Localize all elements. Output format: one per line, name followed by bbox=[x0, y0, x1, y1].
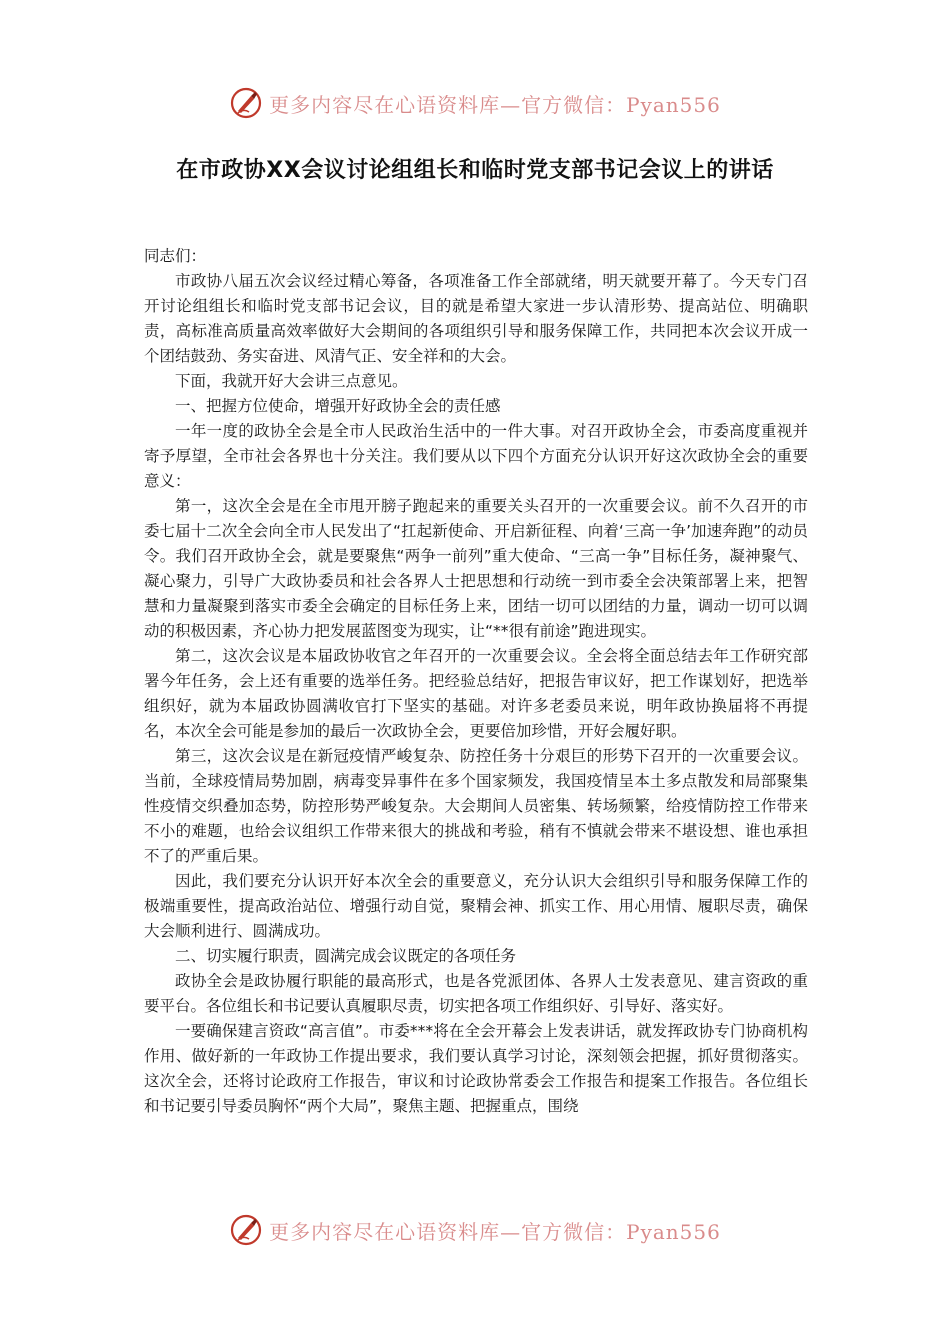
paragraph-3: 一年一度的政协全会是全市人民政治生活中的一件大事。对召开政协全会，市委高度重视并寄予厚望，全市社会各界也十分关注。我们要从以下四个方面充分认识开好这次政协全会的重要意义： bbox=[144, 422, 808, 490]
salutation: 同志们： bbox=[144, 247, 207, 265]
paragraph-6: 第三，这次会议是在新冠疫情严峻复杂、防控任务十分艰巨的形势下召开的一次重要会议。当前，全球疫情局势加剧，病毒变异事件在多个国家频发，我国疫情呈本土多点散发和局部聚集性疫情交织叠加态势，防控形势严峻复杂。大会期间人员密集、转场频繁，给疫情防控工作带来不小的难题，也给会议组织工作带来很大的挑战和考验，稍有不慎就会带来不堪设想、谁也承担不了的严重后果。 bbox=[144, 747, 808, 865]
paragraph-7: 因此，我们要充分认识开好本次全会的重要意义，充分认识大会组织引导和服务保障工作的极端重要性，提高政治站位、增强行动自觉，聚精会神、抓实工作、用心用情、履职尽责，确保大会顺利进行、圆满成功。 bbox=[144, 872, 808, 940]
paragraph-5: 第二，这次会议是本届政协收官之年召开的一次重要会议。全会将全面总结去年工作研究部署今年任务，会上还有重要的选举任务。把经验总结好，把报告审议好，把工作谋划好，把选举组织好，就为本届政协圆满收官打下坚实的基础。对许多老委员来说，明年政协换届将不再提名，本次全会可能是参加的最后一次政协全会，更要倍加珍惜，开好会履好职。 bbox=[144, 647, 808, 740]
page-title: 在市政协XX会议讨论组组长和临时党支部书记会议上的讲话 bbox=[176, 158, 774, 183]
header-watermark-banner bbox=[0, 83, 950, 123]
section-heading-1: 一、把握方位使命，增强开好政协全会的责任感 bbox=[175, 397, 501, 415]
section-heading-2: 二、切实履行职责，圆满完成会议既定的各项任务 bbox=[175, 947, 517, 965]
paragraph-8: 政协全会是政协履行职能的最高形式，也是各党派团体、各界人士发表意见、建言资政的重要平台。各位组长和书记要认真履职尽责，切实把各项工作组织好、引导好、落实好。 bbox=[144, 972, 808, 1015]
paragraph-1: 市政协八届五次会议经过精心筹备，各项准备工作全部就绪，明天就要开幕了。今天专门召开讨论组组长和临时党支部书记会议，目的就是希望大家进一步认清形势、提高站位、明确职责，高标准高质量高效率做好大会期间的各项组织引导和服务保障工作，共同把本次会议开成一个团结鼓劲、务实奋进、风清气正、安全祥和的大会。 bbox=[144, 272, 808, 365]
watermark-text: 更多内容尽在心语资料库—官方微信：Pyan556 bbox=[269, 92, 721, 117]
document-body bbox=[144, 244, 808, 1119]
paragraph-2: 下面，我就开好大会讲三点意见。 bbox=[175, 372, 408, 390]
watermark-text: 更多内容尽在心语资料库—官方微信：Pyan556 bbox=[269, 1219, 721, 1244]
paragraph-9: 一要确保建言资政“高言值”。市委***将在全会开幕会上发表讲话，就发挥政协专门协商机构作用、做好新的一年政协工作提出要求，我们要认真学习讨论，深刻领会把握，抓好贯彻落实。这次全会，还将讨论政府工作报告，审议和讨论政协常委会工作报告和提案工作报告。各位组长和书记要引导委员胸怀“两个大局”，聚焦主题、把握重点，围绕 bbox=[144, 1022, 808, 1115]
paragraph-4: 第一，这次全会是在全市甩开膀子跑起来的重要关头召开的一次重要会议。前不久召开的市委七届十二次全会向全市人民发出了“扛起新使命、开启新征程、向着‘三高一争’加速奔跑”的动员令。我们召开政协全会，就是要聚焦“两争一前列”重大使命、“三高一争”目标任务，凝神聚气、凝心聚力，引导广大政协委员和社会各界人士把思想和行动统一到市委全会决策部署上来，把智慧和力量凝聚到落实市委全会确定的目标任务上来，团结一切可以团结的力量，调动一切可以调动的积极因素，齐心协力把发展蓝图变为现实，让“**很有前途”跑进现实。 bbox=[144, 497, 808, 640]
footer-watermark-banner bbox=[0, 1210, 950, 1250]
pen-logo-icon bbox=[229, 86, 263, 120]
pen-logo-icon bbox=[229, 1213, 263, 1247]
